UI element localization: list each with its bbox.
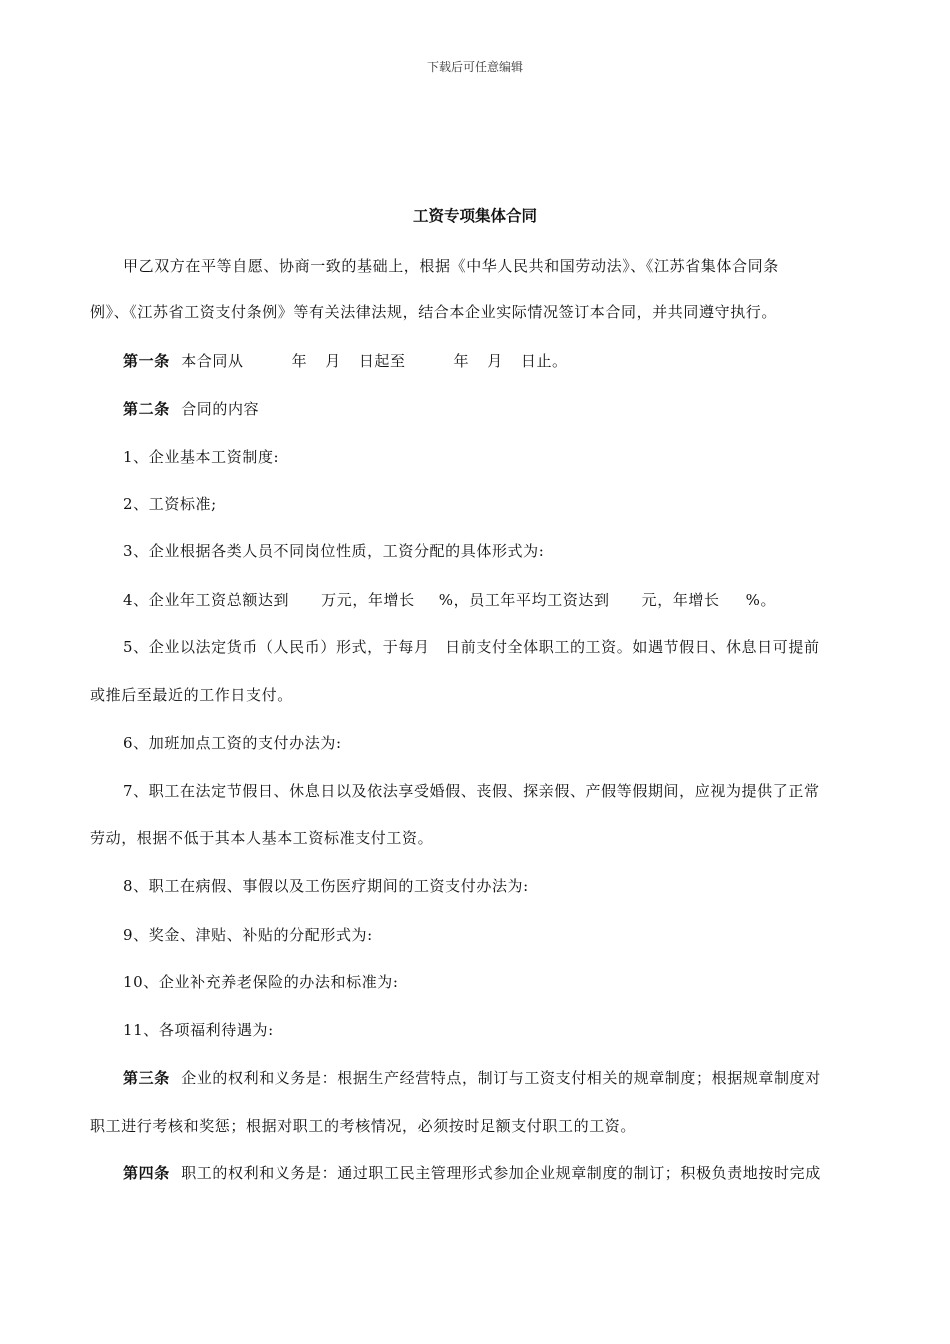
- item-11: 11、各项福利待遇为:: [123, 1021, 274, 1039]
- item-6: 6、加班加点工资的支付办法为:: [123, 734, 342, 752]
- preamble-line-2: 例》、《江苏省工资支付条例》等有关法律法规，结合本企业实际情况签订本合同，并共同遵守执行。: [90, 303, 778, 321]
- item-4: [123, 590, 776, 610]
- item-4-part-3: %，员工年平均工资达到: [438, 591, 610, 609]
- article-4-label: 第四条: [123, 1164, 170, 1182]
- article-1-year-2: 年: [453, 352, 470, 370]
- item-8: 8、职工在病假、事假以及工伤医疗期间的工资支付办法为:: [123, 877, 529, 895]
- article-1-month-1: 月: [325, 352, 341, 370]
- article-1-month-2: 月: [487, 352, 503, 370]
- article-1-day-1: 日起至: [358, 352, 406, 370]
- item-4-part-1: 4、企业年工资总额达到: [123, 591, 290, 609]
- article-2: [123, 399, 259, 419]
- article-3-line-1: [123, 1068, 821, 1088]
- article-3-line-2: 职工进行考核和奖惩；根据对职工的考核情况，必须按时足额支付职工的工资。: [90, 1117, 637, 1135]
- item-10: 10、企业补充养老保险的办法和标准为:: [123, 973, 399, 991]
- item-4-part-5: %。: [745, 591, 777, 609]
- article-2-label: 第二条: [123, 400, 170, 418]
- article-1-year-1: 年: [291, 352, 308, 370]
- item-7-line-2: 劳动，根据不低于其本人基本工资标准支付工资。: [90, 829, 434, 847]
- item-5-line-2: 或推后至最近的工作日支付。: [90, 686, 293, 704]
- item-3: 3、企业根据各类人员不同岗位性质，工资分配的具体形式为:: [123, 542, 545, 560]
- item-9: 9、奖金、津贴、补贴的分配形式为:: [123, 926, 373, 944]
- article-1: [123, 351, 568, 371]
- article-1-label: 第一条: [123, 352, 170, 370]
- article-3-text-1: 企业的权利和义务是：根据生产经营特点，制订与工资支付相关的规章制度；根据规章制度对: [181, 1069, 821, 1087]
- item-4-part-2: 万元，年增长: [321, 591, 415, 609]
- article-2-text: 合同的内容: [181, 400, 260, 418]
- item-2: 2、工资标准;: [123, 495, 217, 513]
- item-5-line-1: 5、企业以法定货币（人民币）形式，于每月 日前支付全体职工的工资。如遇节假日、休息日可提前: [123, 638, 820, 656]
- document-title: 工资专项集体合同: [412, 207, 537, 225]
- item-4-part-4: 元，年增长: [641, 591, 720, 609]
- article-1-day-2: 日止。: [520, 352, 568, 370]
- page-header-note: 下载后可任意编辑: [426, 60, 523, 74]
- preamble-line-1: 甲乙双方在平等自愿、协商一致的基础上，根据《中华人民共和国劳动法》、《江苏省集体合同条: [123, 257, 779, 275]
- article-3-label: 第三条: [123, 1069, 170, 1087]
- item-1: 1、企业基本工资制度:: [123, 448, 280, 466]
- article-4-line-1: [123, 1163, 821, 1183]
- article-4-text-1: 职工的权利和义务是：通过职工民主管理形式参加企业规章制度的制订；积极负责地按时完成: [181, 1164, 821, 1182]
- article-1-text-start: 本合同从: [181, 352, 244, 370]
- item-7-line-1: 7、职工在法定节假日、休息日以及依法享受婚假、丧假、探亲假、产假等假期间，应视为提供了正常: [123, 782, 820, 800]
